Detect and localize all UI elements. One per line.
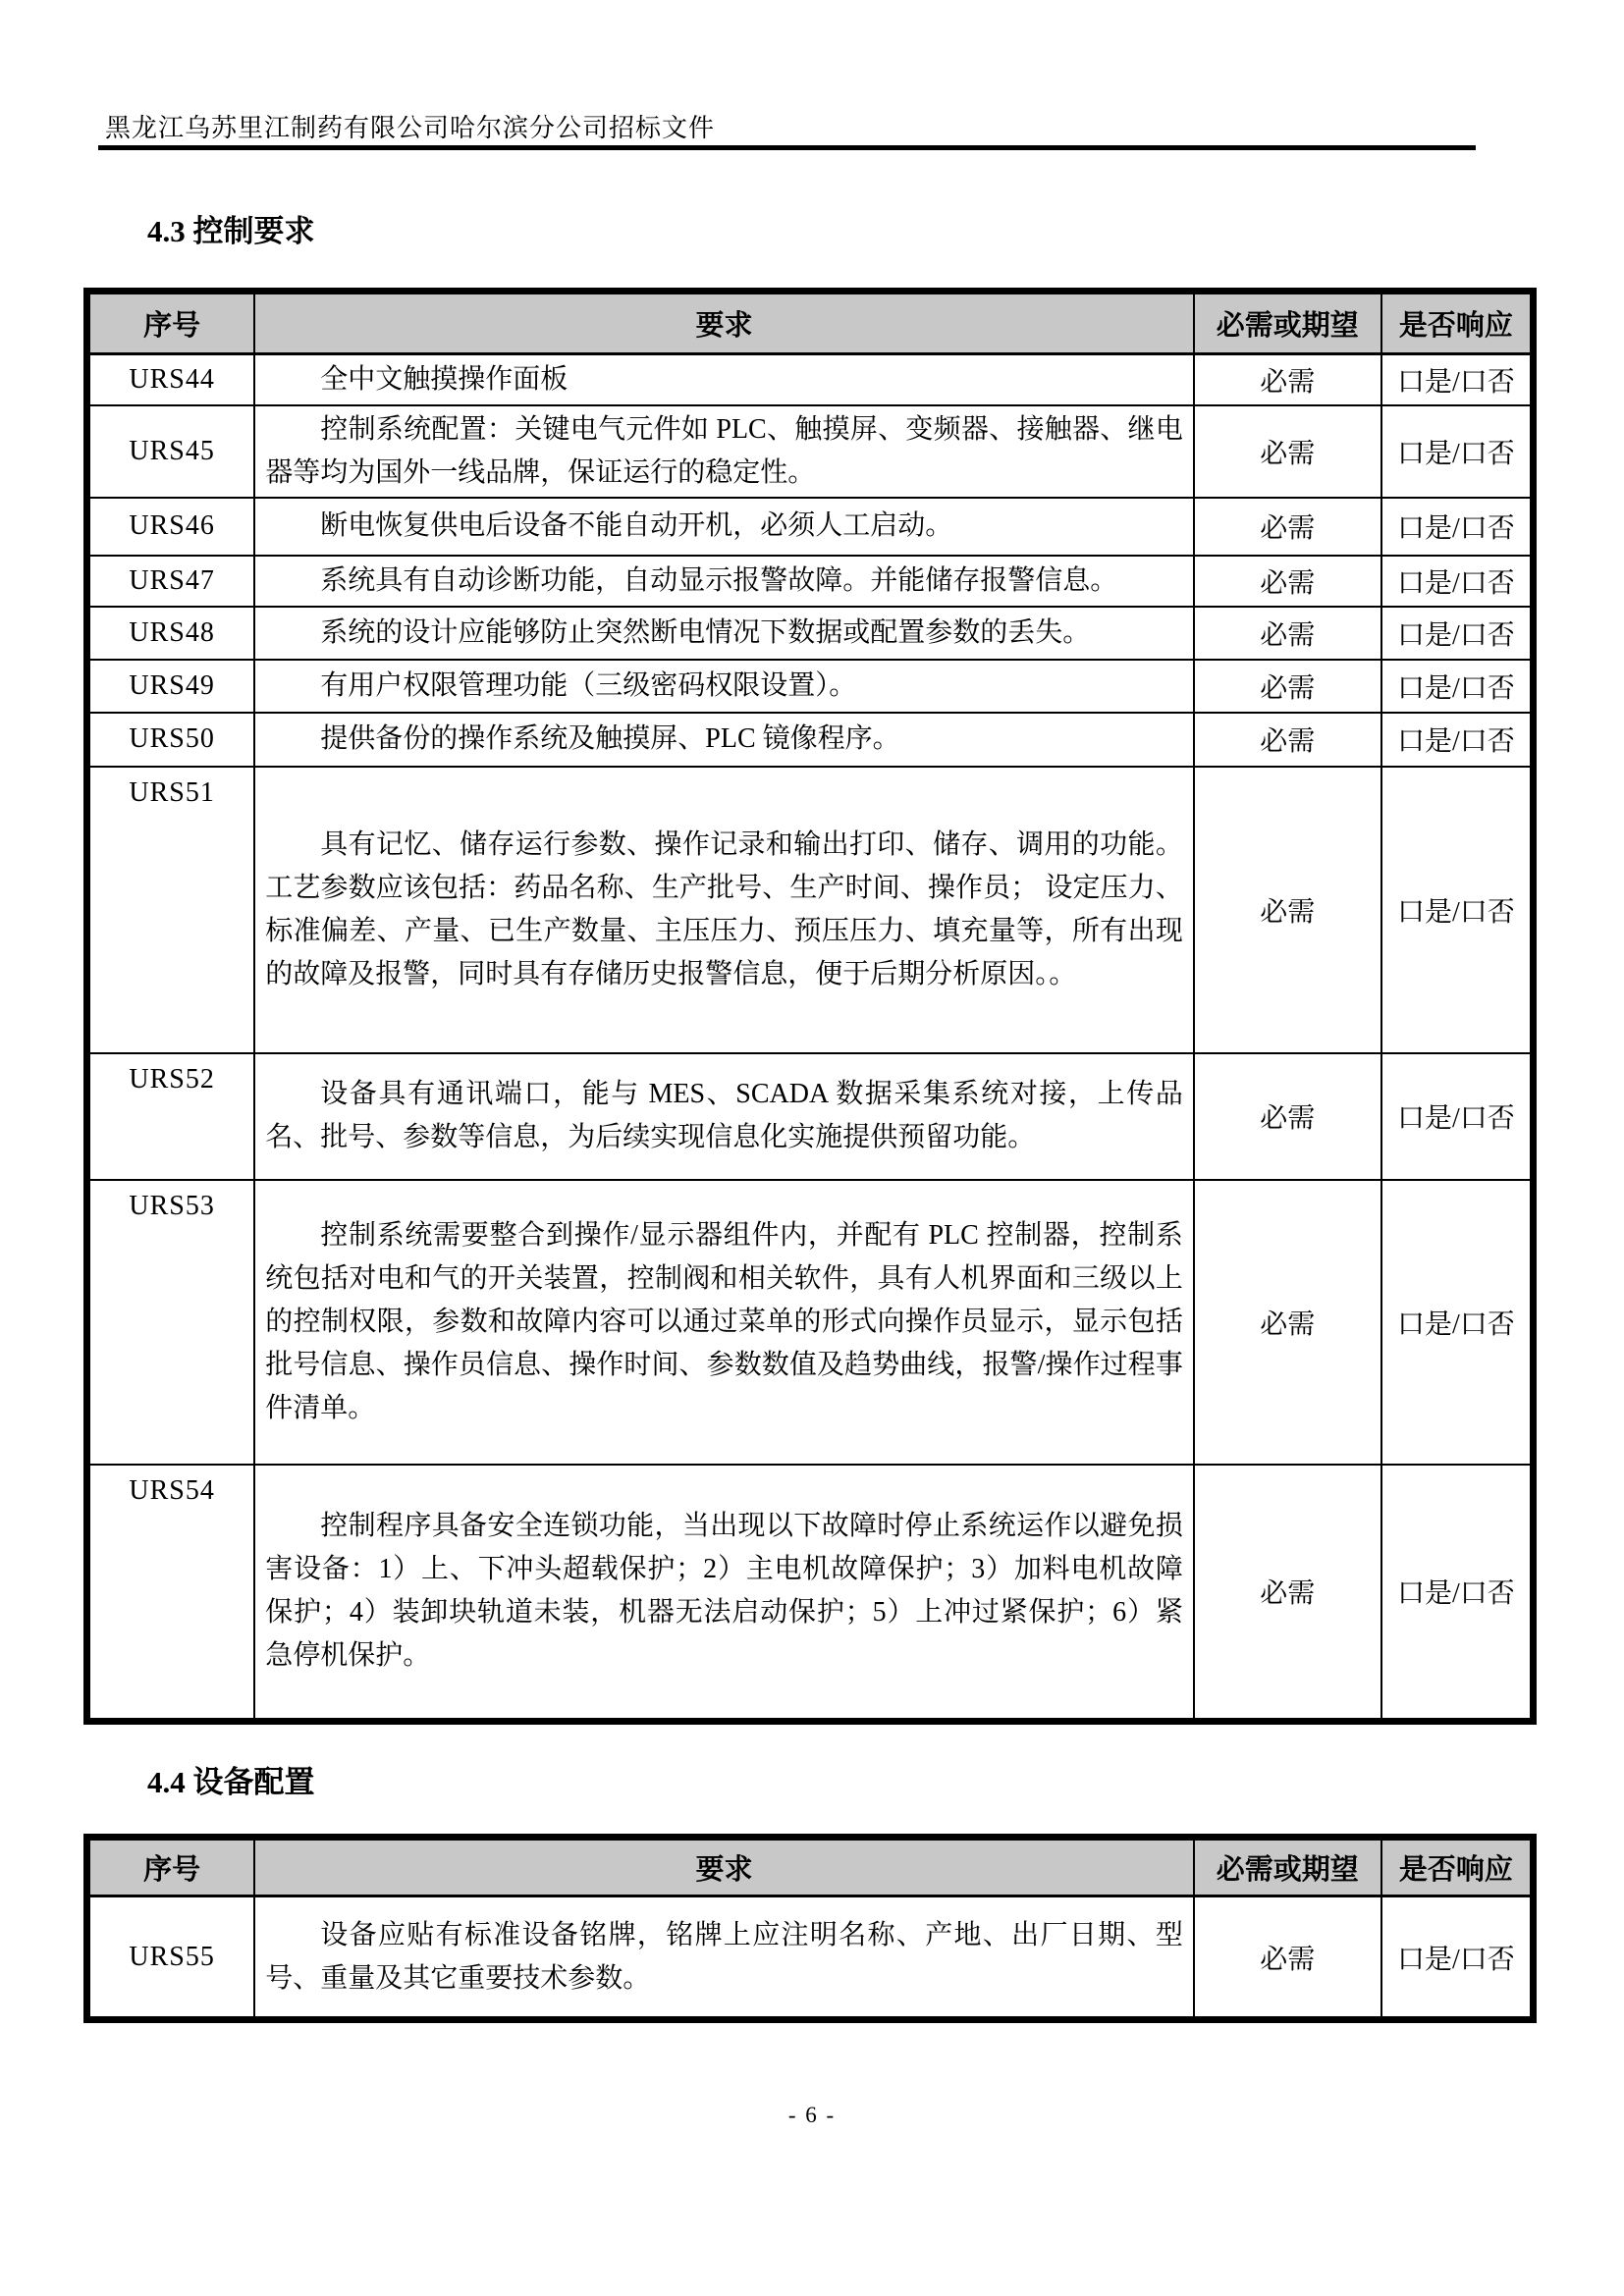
table-row <box>87 767 1534 1053</box>
column-header-requirement: 要求 <box>254 292 1194 354</box>
necessity-cell: 必需 <box>1194 354 1381 405</box>
requirement-text-cell: 断电恢复供电后设备不能自动开机，必须人工启动。 <box>254 498 1194 556</box>
requirement-text-cell: 全中文触摸操作面板 <box>254 354 1194 405</box>
requirement-id-cell: URS51 <box>87 767 255 1053</box>
response-checkbox-cell[interactable]: 口是/口否 <box>1381 1180 1534 1465</box>
column-header-necessity: 必需或期望 <box>1194 1838 1381 1896</box>
table-row <box>87 354 1534 405</box>
table-row <box>87 1053 1534 1180</box>
requirement-text-cell: 提供备份的操作系统及触摸屏、PLC 镜像程序。 <box>254 713 1194 767</box>
necessity-cell: 必需 <box>1194 405 1381 498</box>
requirement-id-cell: URS50 <box>87 713 255 767</box>
requirement-text-cell: 控制系统配置：关键电气元件如 PLC、触摸屏、变频器、接触器、继电器等均为国外一线品牌，保证运行的稳定性。 <box>254 405 1194 498</box>
response-checkbox-cell[interactable]: 口是/口否 <box>1381 1465 1534 1722</box>
column-header-response: 是否响应 <box>1381 1838 1534 1896</box>
necessity-cell: 必需 <box>1194 1465 1381 1722</box>
section-title-equipment-configuration: 4.4 设备配置 <box>147 1765 315 1799</box>
section-title-control-requirements: 4.3 控制要求 <box>147 214 315 248</box>
response-checkbox-cell[interactable]: 口是/口否 <box>1381 713 1534 767</box>
requirement-text-cell: 设备具有通讯端口，能与 MES、SCADA 数据采集系统对接，上传品名、批号、参数等信息，为后续实现信息化实施提供预留功能。 <box>254 1053 1194 1180</box>
necessity-cell: 必需 <box>1194 498 1381 556</box>
requirement-text-cell: 设备应贴有标准设备铭牌，铭牌上应注明名称、产地、出厂日期、型号、重量及其它重要技术参数。 <box>254 1896 1194 2020</box>
requirement-text-cell: 系统的设计应能够防止突然断电情况下数据或配置参数的丢失。 <box>254 607 1194 660</box>
requirement-text-cell: 有用户权限管理功能（三级密码权限设置）。 <box>254 660 1194 713</box>
response-checkbox-cell[interactable]: 口是/口否 <box>1381 556 1534 607</box>
page-number: - 6 - <box>787 2103 837 2127</box>
requirement-text-cell: 控制程序具备安全连锁功能，当出现以下故障时停止系统运作以避免损害设备：1）上、下冲头超载保护；2）主电机故障保护；3）加料电机故障保护；4）装卸块轨道未装，机器无法启动保护；5）上冲过紧保护；6）紧急停机保护。 <box>254 1465 1194 1722</box>
necessity-cell: 必需 <box>1194 767 1381 1053</box>
response-checkbox-cell[interactable]: 口是/口否 <box>1381 405 1534 498</box>
equipment-configuration-table <box>83 1834 1537 2023</box>
requirement-id-cell: URS45 <box>87 405 255 498</box>
necessity-cell: 必需 <box>1194 1180 1381 1465</box>
necessity-cell: 必需 <box>1194 713 1381 767</box>
column-header-necessity: 必需或期望 <box>1194 292 1381 354</box>
response-checkbox-cell[interactable]: 口是/口否 <box>1381 660 1534 713</box>
requirement-id-cell: URS52 <box>87 1053 255 1180</box>
response-checkbox-cell[interactable]: 口是/口否 <box>1381 1053 1534 1180</box>
requirement-id-cell: URS49 <box>87 660 255 713</box>
requirement-id-cell: URS47 <box>87 556 255 607</box>
table-row <box>87 1465 1534 1722</box>
requirement-id-cell: URS48 <box>87 607 255 660</box>
table-row <box>87 556 1534 607</box>
column-header-serial-number: 序号 <box>87 1838 255 1896</box>
table-row <box>87 498 1534 556</box>
response-checkbox-cell[interactable]: 口是/口否 <box>1381 767 1534 1053</box>
response-checkbox-cell[interactable]: 口是/口否 <box>1381 1896 1534 2020</box>
table-row <box>87 660 1534 713</box>
response-checkbox-cell[interactable]: 口是/口否 <box>1381 498 1534 556</box>
column-header-requirement: 要求 <box>254 1838 1194 1896</box>
header-rule <box>98 145 1476 150</box>
table-row <box>87 405 1534 498</box>
column-header-serial-number: 序号 <box>87 292 255 354</box>
necessity-cell: 必需 <box>1194 556 1381 607</box>
table-row <box>87 1180 1534 1465</box>
table-row <box>87 1896 1534 2020</box>
equipment-configuration-table-wrap <box>83 1834 1537 2023</box>
necessity-cell: 必需 <box>1194 660 1381 713</box>
control-requirements-table-wrap <box>83 288 1537 1725</box>
table-row <box>87 713 1534 767</box>
response-checkbox-cell[interactable]: 口是/口否 <box>1381 607 1534 660</box>
necessity-cell: 必需 <box>1194 607 1381 660</box>
table-header-row <box>87 1838 1534 1896</box>
requirement-id-cell: URS53 <box>87 1180 255 1465</box>
requirement-text-cell: 系统具有自动诊断功能，自动显示报警故障。并能储存报警信息。 <box>254 556 1194 607</box>
document-header-title: 黑龙江乌苏里江制药有限公司哈尔滨分公司招标文件 <box>105 114 716 142</box>
necessity-cell: 必需 <box>1194 1896 1381 2020</box>
requirement-text-cell: 具有记忆、储存运行参数、操作记录和输出打印、储存、调用的功能。工艺参数应该包括：药品名称、生产批号、生产时间、操作员； 设定压力、标准偏差、产量、已生产数量、主压压力、预压压力、填充量等，所有出现的故障及报警，同时具有存储历史报警信息，便于后期分析原因。。 <box>254 767 1194 1053</box>
response-checkbox-cell[interactable]: 口是/口否 <box>1381 354 1534 405</box>
necessity-cell: 必需 <box>1194 1053 1381 1180</box>
table-row <box>87 607 1534 660</box>
column-header-response: 是否响应 <box>1381 292 1534 354</box>
requirement-id-cell: URS54 <box>87 1465 255 1722</box>
requirement-text-cell: 控制系统需要整合到操作/显示器组件内，并配有 PLC 控制器，控制系统包括对电和气的开关装置，控制阀和相关软件，具有人机界面和三级以上的控制权限，参数和故障内容可以通过菜单的形式向操作员显示，显示包括批号信息、操作员信息、操作时间、参数数值及趋势曲线，报警/操作过程事件清单。 <box>254 1180 1194 1465</box>
control-requirements-table <box>83 288 1537 1725</box>
requirement-id-cell: URS55 <box>87 1896 255 2020</box>
table-header-row <box>87 292 1534 354</box>
requirement-id-cell: URS46 <box>87 498 255 556</box>
requirement-id-cell: URS44 <box>87 354 255 405</box>
